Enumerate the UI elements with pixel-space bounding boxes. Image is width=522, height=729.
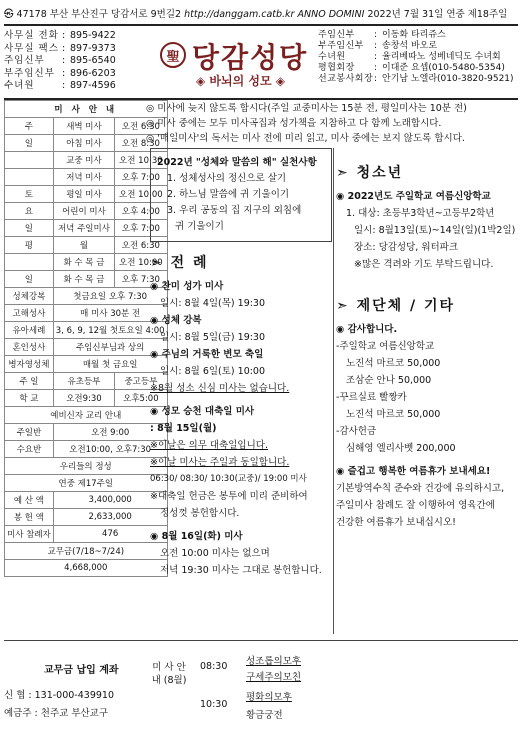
assumption-note: ※이날은 의무 대축일입니다. [150, 440, 268, 451]
staff-value: 안기남 노엘라(010-3820-9521) [382, 74, 514, 84]
table-cell: 오전10:00, 오후7:30 [53, 441, 167, 458]
guide-group: 구세주의모친 [246, 672, 302, 683]
table-cell [5, 169, 54, 186]
groups-line: 노진석 마르코 50,000 [346, 409, 441, 420]
contact-label: 부주임신부 [4, 67, 55, 79]
assumption-note: ※대축일 헌금은 봉투에 미리 준비하여 [150, 491, 308, 502]
groups-line: 조삼순 안나 50,000 [346, 375, 432, 386]
table-cell: 평 [5, 237, 54, 254]
staff-value: 이대준 요셉(010-5480-5354) [382, 63, 505, 73]
contact-label: 수녀원 [4, 80, 35, 92]
notices [146, 101, 518, 146]
table-cell: 저녁 주일미사 [53, 220, 114, 237]
table-row [5, 373, 168, 390]
youth-column [336, 148, 518, 531]
table-cell: 오전 10:30 [115, 152, 167, 169]
table-cell: 연중 제17주일 [5, 475, 168, 492]
table-row [5, 526, 168, 543]
table-row [5, 203, 168, 220]
liturgy-heading: ➣ 전 례 [150, 255, 209, 271]
liturgy-item-title: ◉ 주님의 거룩한 변모 축일 [150, 349, 264, 360]
groups-line: -감사헌금 [336, 426, 377, 437]
table-cell: 매월 첫 금요일 [53, 356, 167, 373]
assumption-note: ※이날 미사는 주일과 동일합니다. [150, 457, 290, 468]
contact-value: 895-6540 [70, 55, 116, 67]
staff-label: 주임신부 [318, 30, 355, 40]
theme-box [150, 148, 332, 242]
top-bar [4, 4, 518, 26]
bulletin-date: 2022년 7월 31일 연중 제18주일 [367, 9, 508, 20]
assumption-date: : 8월 15일(월) [150, 423, 217, 434]
table-cell: 예비신자 교리 안내 [5, 407, 168, 424]
table-row [5, 152, 168, 169]
table-cell: 교중 미사 [53, 152, 114, 169]
table-row [5, 339, 168, 356]
table-cell: 오후 7:30 [115, 271, 167, 288]
table-row [5, 492, 168, 509]
mass-schedule-table [4, 100, 168, 577]
theme-item: 2. 하느님 말씀에 귀 기울이기 [167, 189, 290, 200]
staff-row: 평협회장 : 이대준 요셉(010-5480-5354) [318, 63, 505, 73]
table-cell: 주임신부님과 상의 [53, 339, 167, 356]
table-cell: 오전 10:00 [115, 186, 167, 203]
liturgy-item-title: ◉ 찬미 성가 미사 [150, 281, 224, 292]
table-row [5, 543, 168, 560]
mass-guide-label: 미 사 안 내 (8월) [151, 662, 187, 686]
assumption-times: 06:30/ 08:30/ 10:30(교중)/ 19:00 미사 [150, 474, 307, 484]
table-cell: 일 [5, 220, 54, 237]
account-title: 교무금 납입 계좌 [44, 665, 119, 676]
bottom-section [4, 640, 518, 725]
staff-value: 율리베따노 성베네딕도 수녀회 [382, 52, 501, 62]
table-cell: 오전9:30 [53, 390, 114, 407]
liturgy-note: ※8월 성소 신심 미사는 없습니다. [150, 383, 290, 394]
youth-line: ※많은 격려와 기도 부탁드립니다. [354, 259, 494, 270]
contact-label: 사무실 팩스 [4, 42, 59, 54]
table-row [5, 458, 168, 475]
table-cell: 수요반 [5, 441, 54, 458]
liturgy-column [150, 148, 332, 579]
theme-title: 2022년 "성체와 말씀의 해" 실천사항 [157, 157, 317, 168]
page-title: 당감성당 [192, 41, 309, 74]
table-cell: 일 [5, 271, 54, 288]
table-row [5, 305, 168, 322]
contact-block [4, 30, 156, 96]
contact-value: 897-9373 [70, 42, 116, 54]
table-cell: 유초등부 [53, 373, 114, 390]
liturgy-item-date: 일시: 8월 6일(토) 10:00 [160, 366, 266, 377]
table-row [5, 169, 168, 186]
table-cell: 4,668,000 [5, 560, 168, 577]
table-cell: 주 [5, 118, 54, 135]
table-cell: 오전 6:30 [115, 237, 167, 254]
table-row [5, 560, 168, 577]
liturgy-item-date: 일시: 8월 5일(금) 19:30 [160, 332, 266, 343]
table-cell: 화 수 목 금 [53, 271, 114, 288]
table-cell: 오후 4:00 [115, 203, 167, 220]
table-cell: 성체강복 [5, 288, 54, 305]
table-cell: 화 수 목 금 [53, 254, 114, 271]
column-divider [333, 148, 334, 634]
contact-row: 사무실 전화 : 895-9422 [4, 30, 156, 43]
table-cell: 어린이 미사 [53, 203, 114, 220]
table-row [5, 135, 168, 152]
guide-group: 평화의모후 [246, 692, 292, 703]
guide-group: 성조롭의모후 [246, 656, 302, 667]
table-cell [5, 152, 54, 169]
seal-icon: ㉿ [4, 9, 14, 20]
table-cell: 유아세례 [5, 322, 54, 339]
anno-domini: ANNO DOMINI [297, 9, 365, 20]
staff-label: 평협회장 [318, 63, 355, 73]
table-row [5, 322, 168, 339]
table-cell: 오전 10:00 [115, 254, 167, 271]
table-row [5, 441, 168, 458]
staff-label: 수녀원 [318, 52, 346, 62]
notice-item: ◎ 미사 중에는 모두 미사곡집과 성가책을 지참하고 다 함께 노래합시다. [146, 118, 442, 129]
table-row [5, 424, 168, 441]
table-row [5, 407, 168, 424]
page-subtitle: ◈ 바뇌의 성모 ◈ [196, 74, 285, 88]
table-row [5, 118, 168, 135]
staff-value: 송창석 바오로 [382, 41, 438, 51]
contact-value: 897-4596 [70, 80, 116, 92]
table-cell: 토 [5, 186, 54, 203]
youth-title: ◉ 2022년도 주일학교 여름신앙학교 [336, 191, 491, 202]
contact-row: 부주임신부 : 896-6203 [4, 68, 156, 81]
vacation-line: 건강한 여름휴가 보내십시오! [336, 517, 456, 528]
table-cell: 교무금(7/18~7/24) [5, 543, 168, 560]
aug16-line: 오전 10:00 미사는 없으며 [160, 548, 270, 559]
contact-label: 주임신부 [4, 55, 45, 67]
table-row [5, 356, 168, 373]
vacation-title: ◉ 즐겁고 행복한 여름휴가 보내세요! [336, 466, 491, 477]
contact-value: 895-9422 [70, 30, 116, 41]
table-row [5, 254, 168, 271]
table-cell: 봉 헌 액 [5, 509, 54, 526]
parish-address: 47178 부산 부산진구 당감서로 9번길2 [16, 9, 182, 20]
table-row [5, 475, 168, 492]
parish-seal-icon: 聖 [160, 42, 186, 68]
groups-heading: ➣ 제단체 / 기타 [336, 298, 456, 314]
staff-row: 주임신부 : 이동화 타리쥬스 [318, 30, 446, 40]
staff-row: 부주임신부 : 송창석 바오로 [318, 41, 438, 51]
table-row [5, 186, 168, 203]
account-no: 신 협 : 131-000-439910 [4, 690, 115, 701]
contact-label: 사무실 전화 [4, 30, 59, 41]
staff-block [318, 30, 518, 96]
notice-item: ◎ 미사에 늦지 않도록 합시다(주일 교중미사는 15분 전, 평일미사는 10분 전) [146, 103, 467, 114]
table-cell: 오후5:00 [115, 390, 167, 407]
contact-row: 수녀원 : 897-4596 [4, 80, 156, 93]
table-cell: 3, 6, 9, 12월 첫토요일 4:00 [53, 322, 167, 339]
parish-url[interactable]: http://danggam.catb.kr [184, 9, 295, 20]
table-cell: 새벽 미사 [53, 118, 114, 135]
aug16-title: ◉ 8월 16일(화) 미사 [150, 531, 243, 542]
staff-label: 부주임신부 [318, 41, 364, 51]
contact-value: 896-6203 [70, 67, 116, 79]
table-cell: 오후 7:00 [115, 169, 167, 186]
staff-row: 선교봉사회장 : 안기남 노엘라(010-3820-9521) [318, 74, 514, 84]
youth-line: 1. 대상: 초등부3학년~고등부2학년 [346, 208, 495, 219]
table-cell: 요 [5, 203, 54, 220]
staff-row: 수녀원 : 율리베따노 성베네딕도 수녀회 [318, 52, 501, 62]
notice-item: ◎ '매일미사'의 독서는 미사 전에 미리 읽고, 미사 중에는 보지 않도록 합시다. [146, 133, 465, 144]
liturgy-item-date: 일시: 8월 4일(목) 19:30 [160, 298, 266, 309]
liturgy-item-title: ◉ 성체 강복 [150, 315, 202, 326]
groups-line: 노진석 마르코 50,000 [346, 358, 441, 369]
table-cell: 첫금요일 오후 7:30 [53, 288, 167, 305]
table-cell: 고해성사 [5, 305, 54, 322]
theme-item: 3. 우리 공동의 집 지구의 외침에 [167, 205, 302, 216]
assumption-note: 정성껏 봉헌합시다. [160, 508, 240, 519]
table-cell: 아침 미사 [53, 135, 114, 152]
table-cell: 3,400,000 [53, 492, 167, 509]
table-cell: 병자영성체 [5, 356, 54, 373]
groups-line: -주일학교 여름신앙학교 [336, 341, 435, 352]
staff-label: 선교봉사회장 [318, 74, 374, 84]
table-cell: 오전 9:00 [53, 424, 167, 441]
table-cell: 매 미사 30분 전 [53, 305, 167, 322]
youth-line: 일시: 8월13일(토)~14일(일)(1박2일) [354, 225, 516, 236]
aug16-line: 저녁 19:30 미사는 그대로 봉헌합니다. [160, 565, 322, 576]
contact-row: 사무실 팩스 : 897-9373 [4, 43, 156, 56]
groups-line: 심해영 엘리사벳 200,000 [346, 443, 456, 454]
table-row [5, 390, 168, 407]
table-cell [5, 254, 54, 271]
table-cell: 평일 미사 [53, 186, 114, 203]
table-cell: 미사 참례자 [5, 526, 54, 543]
guide-time: 08:30 [200, 661, 228, 672]
table-row [5, 271, 168, 288]
groups-title: ◉ 감사합니다. [336, 324, 398, 335]
table-cell: 혼인성사 [5, 339, 54, 356]
theme-item: 1. 성체성사의 정신으로 살기 [167, 173, 287, 184]
vacation-line: 기본방역수칙 준수와 건강에 유의하시고, [336, 483, 505, 494]
contact-row: 주임신부 : 895-6540 [4, 55, 156, 68]
table-cell: 중고등부 [115, 373, 167, 390]
table-cell: 예 산 액 [5, 492, 54, 509]
table-row [5, 509, 168, 526]
youth-heading: ➣ 청소년 [336, 165, 404, 181]
table-row [5, 237, 168, 254]
table-row [5, 220, 168, 237]
theme-item: 귀 기울이기 [175, 221, 224, 232]
groups-line: -꾸르실료 빨짱카 [336, 392, 407, 403]
mass-table-header: 미 사 안 내 [5, 101, 168, 118]
table-cell: 오후 7:00 [115, 220, 167, 237]
guide-group: 황금궁전 [246, 710, 283, 721]
table-cell: 일 [5, 135, 54, 152]
guide-time: 10:30 [200, 699, 228, 710]
table-cell: 학 교 [5, 390, 54, 407]
table-row [5, 288, 168, 305]
table-cell: 주 일 [5, 373, 54, 390]
table-cell: 오전 6:30 [115, 118, 167, 135]
staff-value: 이동화 타리쥬스 [382, 30, 446, 40]
account-name: 예금주 : 천주교 부산교구 [4, 708, 109, 719]
table-cell: 월 [53, 237, 114, 254]
assumption-title: ◉ 성모 승천 대축일 미사 [150, 406, 255, 417]
table-cell: 오전 8:30 [115, 135, 167, 152]
table-cell: 저녁 미사 [53, 169, 114, 186]
table-cell: 우리들의 정성 [5, 458, 168, 475]
youth-line: 장소: 당감성당, 워터파크 [354, 242, 459, 253]
table-cell: 476 [53, 526, 167, 543]
table-cell: 주일반 [5, 424, 54, 441]
vacation-line: 주일미사 참례도 잘 이행하여 영육간에 [336, 500, 495, 511]
table-cell: 2,633,000 [53, 509, 167, 526]
